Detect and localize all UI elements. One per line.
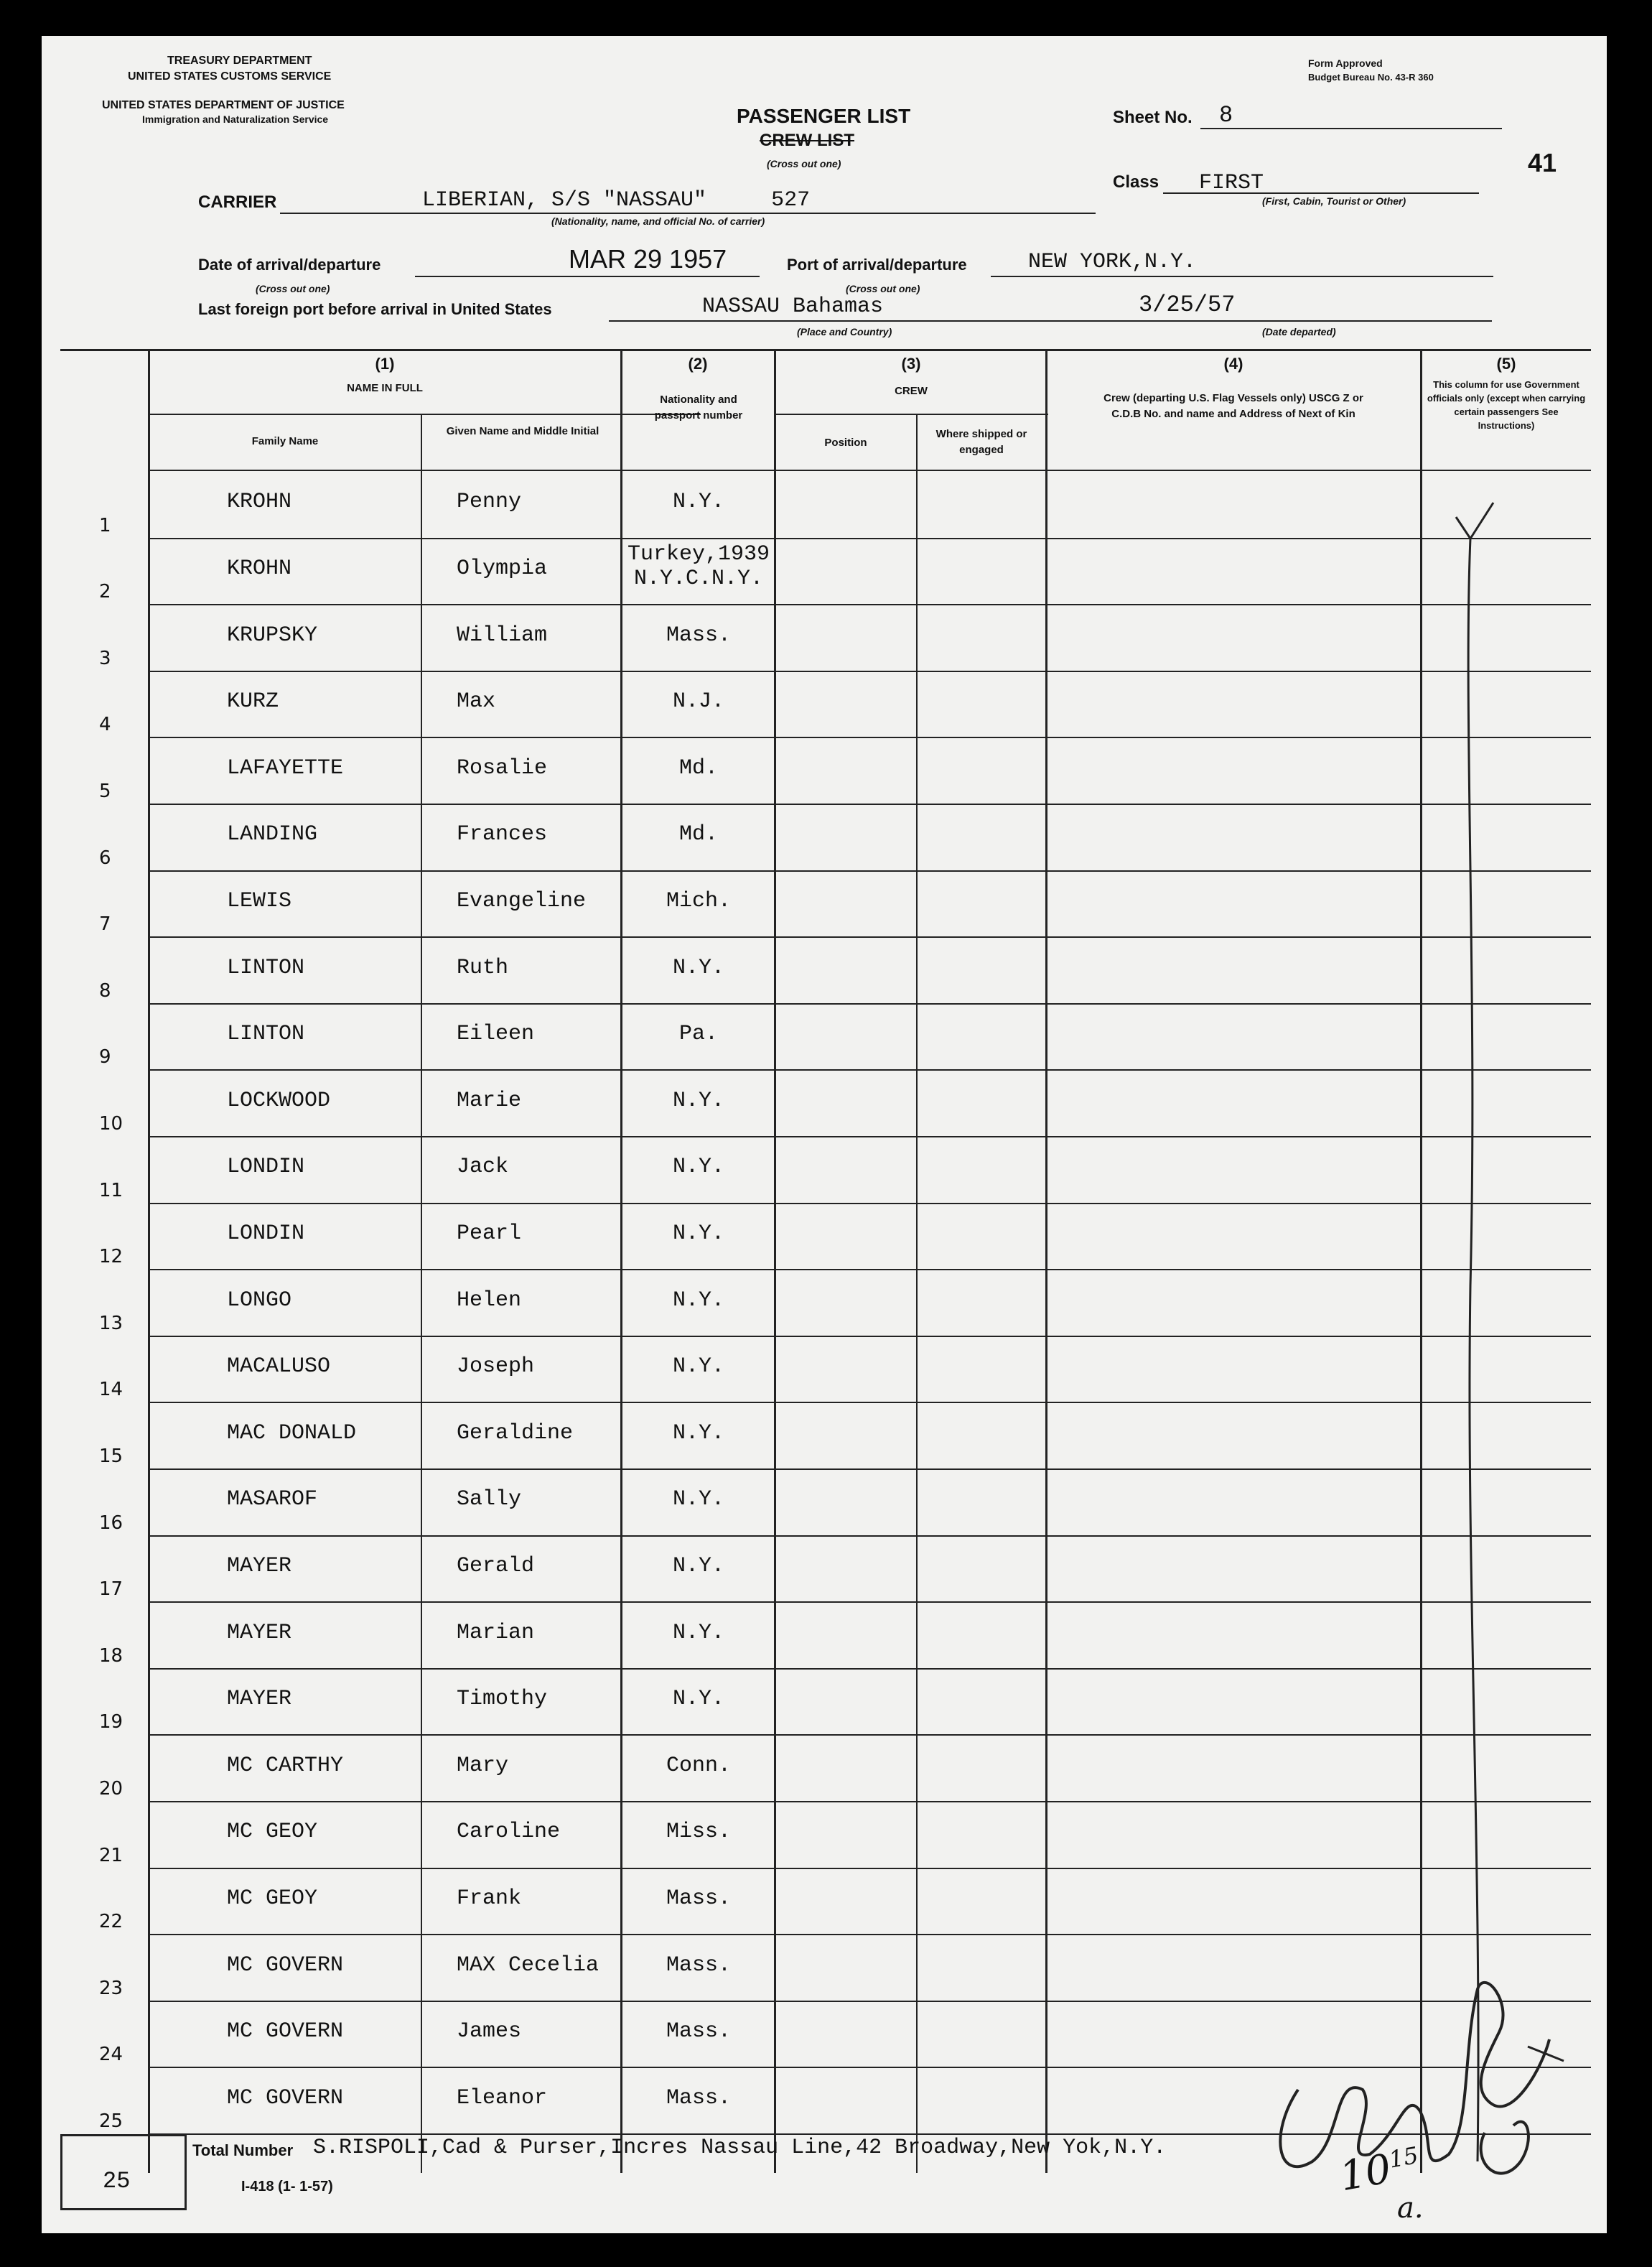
nationality-cell: N.Y.	[672, 1155, 724, 1180]
given-name-cell: Ruth	[457, 955, 509, 980]
row-number: 11	[99, 1179, 123, 1201]
row-number: 3	[99, 647, 111, 669]
given-name-cell: Eileen	[457, 1022, 535, 1047]
row-number: 18	[99, 1644, 123, 1667]
row-divider	[149, 1336, 1591, 1337]
last-port-underline	[609, 320, 1061, 322]
given-name-cell: Evangeline	[457, 888, 587, 913]
passenger-list-page	[42, 36, 1607, 2233]
row-number: 1	[99, 514, 111, 536]
nationality-cell: N.Y.	[672, 1487, 724, 1512]
nationality-cell: N.Y.	[672, 1354, 724, 1379]
row-number: 24	[99, 2044, 123, 2066]
nationality-cell: N.Y.	[672, 1553, 724, 1578]
class-note: (First, Cabin, Tourist or Other)	[1262, 195, 1406, 207]
given-name-cell: Olympia	[457, 556, 548, 581]
row-number: 12	[99, 1246, 123, 1268]
row-divider	[149, 1535, 1591, 1537]
row-divider	[149, 1601, 1591, 1603]
family-name-cell: MC CARTHY	[227, 1753, 344, 1778]
given-name-cell: Eleanor	[457, 2085, 548, 2110]
total-box-value: 25	[103, 2168, 131, 2194]
col-line-govt	[1420, 349, 1422, 2173]
family-name-cell: MAC DONALD	[227, 1420, 357, 1446]
header-bottom-line	[149, 470, 1591, 471]
row-divider	[149, 1003, 1591, 1005]
row-number: 7	[99, 913, 111, 936]
given-name-cell: Rosalie	[457, 755, 548, 781]
given-name-cell: Sally	[457, 1487, 522, 1512]
row-number: 13	[99, 1312, 123, 1334]
port-underline	[991, 276, 1493, 277]
agency-justice: UNITED STATES DEPARTMENT OF JUSTICE	[102, 99, 345, 111]
given-name-cell: Penny	[457, 490, 522, 515]
nationality-cell: Md.	[678, 822, 718, 847]
nationality-cell: Miss.	[666, 1820, 731, 1845]
family-name-cell: LOCKWOOD	[227, 1088, 331, 1113]
col2-title: Nationality and passport number	[654, 394, 743, 422]
given-name-cell: Frances	[457, 822, 548, 847]
nationality-cell: Mass.	[666, 2085, 731, 2110]
date-note: (Cross out one)	[256, 283, 330, 294]
given-name-cell: Pearl	[457, 1221, 522, 1246]
carrier-underline	[280, 213, 1096, 214]
total-label: Total Number	[192, 2141, 294, 2159]
row-divider	[149, 870, 1591, 872]
handwritten-time-main: 10	[1336, 2145, 1395, 2201]
carrier-note: (Nationality, name, and official No. of carrier)	[551, 215, 765, 227]
position-header: Position	[824, 437, 867, 449]
family-name-cell: MASAROF	[227, 1487, 318, 1512]
row-number: 6	[99, 847, 111, 869]
nationality-cell: Turkey,1939 N.Y.C.N.Y.	[627, 541, 770, 591]
family-name-cell: KROHN	[227, 490, 292, 515]
given-name-cell: James	[457, 2019, 522, 2044]
nationality-cell: Md.	[678, 755, 718, 781]
family-name-cell: MC GOVERN	[227, 1952, 344, 1978]
family-name-cell: MC GOVERN	[227, 2019, 344, 2044]
date-departed-value: 3/25/57	[1139, 292, 1236, 318]
date-underline	[415, 276, 760, 277]
date-stamp: MAR 29 1957	[569, 244, 727, 274]
sheet-underline	[1200, 128, 1502, 129]
family-name-cell: LAFAYETTE	[227, 755, 344, 781]
family-name-cell: LONGO	[227, 1288, 292, 1313]
nationality-cell: N.Y.	[672, 1221, 724, 1246]
row-number: 9	[99, 1046, 111, 1069]
title-note: (Cross out one)	[767, 158, 841, 169]
last-port-note: (Place and Country)	[797, 326, 892, 338]
class-value: FIRST	[1199, 171, 1264, 195]
col4-title: Crew (departing U.S. Flag Vessels only) USCG Z or C.D.B No. and name and Address of Next of Kin	[1103, 392, 1363, 420]
row-number: 15	[99, 1446, 123, 1467]
handwritten-time-sup: 15	[1386, 2141, 1421, 2174]
nationality-cell: Mich.	[666, 888, 731, 913]
given-name-cell: Mary	[457, 1753, 509, 1778]
nationality-cell: N.Y.	[672, 490, 724, 515]
family-name-cell: KROHN	[227, 556, 292, 581]
col-line-given	[421, 415, 422, 2173]
nationality-cell: N.Y.	[672, 1620, 724, 1645]
given-name-cell: Timothy	[457, 1687, 548, 1712]
family-name-cell: MC GOVERN	[227, 2085, 344, 2110]
row-number: 14	[99, 1379, 123, 1401]
col2-num: (2)	[688, 355, 708, 373]
row-number: 20	[99, 1778, 123, 1800]
col-line-nationality	[620, 349, 622, 2173]
title-passenger-list: PASSENGER LIST	[737, 105, 911, 127]
row-divider	[149, 804, 1591, 805]
family-name-cell: LONDIN	[227, 1221, 305, 1246]
col-line-kin	[1045, 349, 1047, 2173]
given-name-cell: Helen	[457, 1288, 522, 1313]
row-divider	[149, 1136, 1591, 1137]
nationality-cell: Mass.	[666, 623, 731, 648]
date-departed-note: (Date departed)	[1262, 326, 1336, 338]
col-line-left	[148, 349, 150, 2173]
total-box	[60, 2134, 187, 2210]
col5-num: (5)	[1496, 355, 1516, 373]
nationality-cell: Pa.	[678, 1022, 718, 1047]
port-note: (Cross out one)	[846, 283, 920, 294]
row-number: 2	[99, 581, 111, 603]
nationality-cell: N.Y.	[672, 1288, 724, 1313]
row-divider	[149, 1203, 1591, 1204]
nationality-cell: N.Y.	[672, 955, 724, 980]
nationality-cell: N.Y.	[672, 1088, 724, 1113]
carrier-value: LIBERIAN, S/S "NASSAU" 527	[422, 188, 811, 213]
form-code: I-418 (1- 1-57)	[241, 2179, 333, 2194]
row-divider	[149, 1069, 1591, 1071]
given-name-cell: Marian	[457, 1620, 535, 1645]
family-name-cell: MC GEOY	[227, 1886, 318, 1911]
family-name-cell: LEWIS	[227, 888, 292, 913]
row-divider	[149, 1402, 1591, 1403]
signatory-line: S.RISPOLI,Cad & Purser,Incres Nassau Line,42 Broadway,New Yok,N.Y.	[313, 2136, 1167, 2160]
col5-title: This column for use Government officials only (except when carrying certain passengers See Instructions)	[1427, 379, 1586, 431]
row-number: 21	[99, 1844, 123, 1866]
given-name-cell: Gerald	[457, 1553, 535, 1578]
form-approved: Form Approved	[1308, 57, 1383, 69]
agency-customs: UNITED STATES CUSTOMS SERVICE	[128, 70, 332, 83]
row-divider	[149, 671, 1591, 672]
column5-check-bracket-mark	[1449, 495, 1549, 2169]
col4-num: (4)	[1223, 355, 1243, 373]
family-name-cell: MAYER	[227, 1553, 292, 1578]
crew-subheader-line	[775, 414, 1048, 415]
given-name-cell: Joseph	[457, 1354, 535, 1379]
sheet-label: Sheet No.	[1113, 108, 1193, 127]
nationality-cell: Mass.	[666, 1952, 731, 1978]
row-divider	[149, 1868, 1591, 1869]
name-subheader-line	[149, 414, 701, 415]
date-departed-underline	[1040, 320, 1492, 322]
col-line-crew	[774, 349, 776, 2173]
last-port-value: NASSAU Bahamas	[702, 294, 884, 319]
handwritten-a: a.	[1397, 2192, 1424, 2225]
last-port-label: Last foreign port before arrival in United States	[198, 300, 552, 318]
shipped-header: Where shipped or engaged	[935, 428, 1027, 456]
given-name-cell: Frank	[457, 1886, 522, 1911]
given-name-header: Given Name and Middle Initial	[446, 425, 599, 437]
row-divider	[149, 604, 1591, 605]
nationality-cell: N.Y.	[672, 1420, 724, 1446]
agency-ins: Immigration and Naturalization Service	[142, 113, 329, 125]
row-number: 8	[99, 979, 111, 1002]
row-divider	[149, 1801, 1591, 1802]
row-divider	[149, 1468, 1591, 1470]
col3-num: (3)	[901, 355, 921, 373]
family-name-cell: MACALUSO	[227, 1354, 331, 1379]
carrier-label: CARRIER	[198, 192, 277, 212]
row-number: 16	[99, 1512, 123, 1534]
family-name-cell: LONDIN	[227, 1155, 305, 1180]
col1-num: (1)	[375, 355, 395, 373]
table-top-border	[60, 349, 1591, 351]
nationality-cell: N.J.	[672, 689, 724, 714]
col-line-shipped	[916, 415, 918, 2173]
given-name-cell: William	[457, 623, 548, 648]
nationality-cell: Conn.	[666, 1753, 731, 1778]
given-name-cell: MAX Cecelia	[457, 1952, 599, 1978]
row-number: 17	[99, 1578, 123, 1601]
family-name-cell: LINTON	[227, 955, 305, 980]
page-number: 41	[1528, 148, 1557, 177]
date-label: Date of arrival/departure	[198, 256, 381, 274]
family-name-header: Family Name	[251, 435, 319, 447]
nationality-cell: N.Y.	[672, 1687, 724, 1712]
family-name-cell: MC GEOY	[227, 1820, 318, 1845]
row-number: 22	[99, 1911, 123, 1933]
row-number: 23	[99, 1977, 123, 1999]
row-divider	[149, 1668, 1591, 1670]
nationality-cell: Mass.	[666, 1886, 731, 1911]
row-number: 5	[99, 781, 111, 802]
row-number: 4	[99, 714, 111, 736]
agency-treasury: TREASURY DEPARTMENT	[167, 55, 312, 67]
family-name-cell: LINTON	[227, 1022, 305, 1047]
given-name-cell: Max	[457, 689, 496, 714]
col1-title: NAME IN FULL	[347, 382, 423, 394]
family-name-cell: LANDING	[227, 822, 318, 847]
sheet-value: 8	[1219, 102, 1233, 129]
given-name-cell: Caroline	[457, 1820, 561, 1845]
row-divider	[149, 737, 1591, 738]
col3-title: CREW	[895, 385, 928, 397]
budget-bureau: Budget Bureau No. 43-R 360	[1308, 72, 1434, 83]
given-name-cell: Marie	[457, 1088, 522, 1113]
row-divider	[149, 1269, 1591, 1270]
row-number: 19	[99, 1711, 123, 1733]
family-name-cell: KRUPSKY	[227, 623, 318, 648]
class-label: Class	[1113, 172, 1159, 192]
row-number: 10	[99, 1113, 123, 1135]
family-name-cell: KURZ	[227, 689, 279, 714]
row-divider	[149, 1934, 1591, 1935]
nationality-cell: Mass.	[666, 2019, 731, 2044]
family-name-cell: MAYER	[227, 1620, 292, 1645]
row-divider	[149, 1734, 1591, 1736]
port-value: NEW YORK,N.Y.	[1028, 250, 1197, 274]
row-divider	[149, 538, 1591, 539]
given-name-cell: Geraldine	[457, 1420, 574, 1446]
port-label: Port of arrival/departure	[787, 256, 967, 274]
row-number: 25	[99, 2110, 123, 2132]
family-name-cell: MAYER	[227, 1687, 292, 1712]
given-name-cell: Jack	[457, 1155, 509, 1180]
title-crew-list-struck: CREW LIST	[760, 131, 854, 150]
row-divider	[149, 936, 1591, 938]
